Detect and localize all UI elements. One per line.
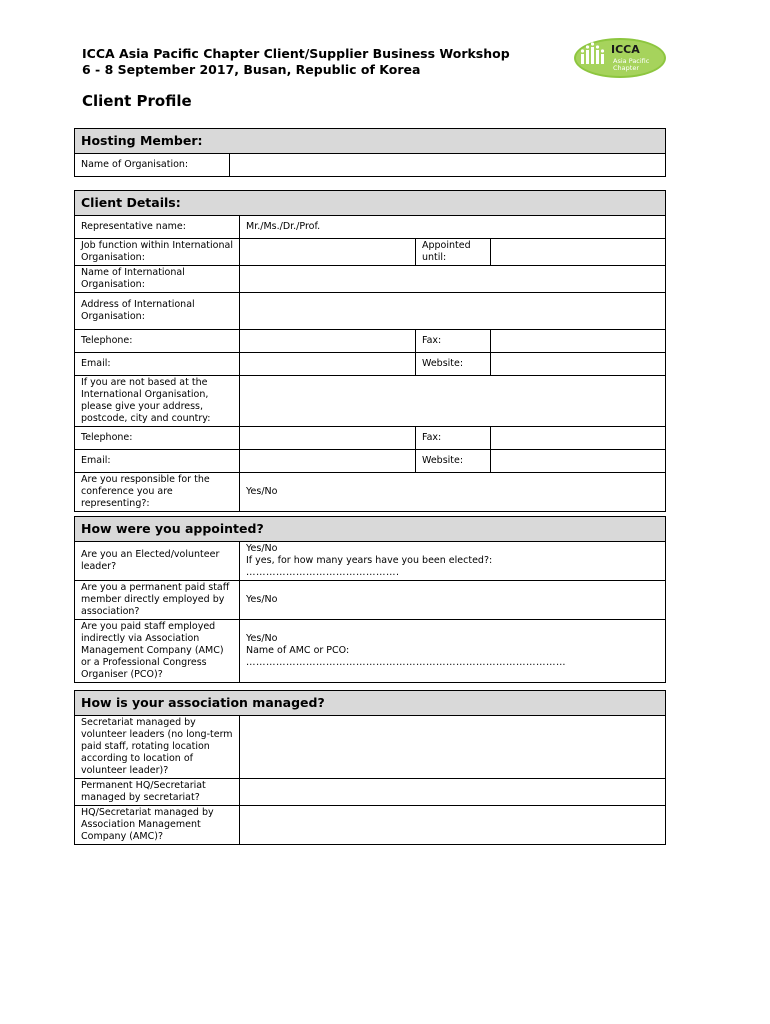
appointed-until-label: Appointed until: xyxy=(416,239,491,266)
permanent-hq-field[interactable] xyxy=(240,779,666,806)
hosting-member-heading: Hosting Member: xyxy=(75,129,666,154)
logo-sub-text-1: Asia Pacific xyxy=(613,57,650,65)
email-label: Email: xyxy=(75,353,240,376)
hosting-member-table xyxy=(74,128,666,177)
website-2-field[interactable] xyxy=(491,450,666,473)
permanent-hq-label: Permanent HQ/Secretariat managed by secretariat? xyxy=(75,779,240,806)
alt-address-label: If you are not based at the International Organisation, please give your address, postcode, city and country: xyxy=(75,376,240,427)
indirect-staff-label: Are you paid staff employed indirectly via Association Management Company (AMC) or a Professional Congress Organiser (PCO)? xyxy=(75,620,240,683)
client-details-table xyxy=(74,190,666,512)
event-title: ICCA Asia Pacific Chapter Client/Supplier Business Workshop xyxy=(82,46,510,61)
website-2-label: Website: xyxy=(416,450,491,473)
permanent-staff-field[interactable]: Yes/No xyxy=(240,581,666,620)
volunteer-secretariat-label: Secretariat managed by volunteer leaders (no long-term paid staff, rotating location according to location of volunteer leader)? xyxy=(75,716,240,779)
responsible-label: Are you responsible for the conference you are representing?: xyxy=(75,473,240,512)
managed-heading: How is your association managed? xyxy=(75,691,666,716)
elected-years-blank: ………………………………………. xyxy=(246,567,400,578)
event-date-location: 6 - 8 September 2017, Busan, Republic of Korea xyxy=(82,62,421,77)
page-title: Client Profile xyxy=(82,92,192,110)
amc-hq-label: HQ/Secretariat managed by Association Management Company (AMC)? xyxy=(75,806,240,845)
elected-leader-label: Are you an Elected/volunteer leader? xyxy=(75,542,240,581)
intl-org-name-label: Name of International Organisation: xyxy=(75,266,240,293)
telephone-2-label: Telephone: xyxy=(75,427,240,450)
logo-main-text: ICCA xyxy=(611,43,640,56)
volunteer-secretariat-field[interactable] xyxy=(240,716,666,779)
managed-table xyxy=(74,690,666,845)
website-field[interactable] xyxy=(491,353,666,376)
appointed-until-field[interactable] xyxy=(491,239,666,266)
icca-logo xyxy=(573,37,667,79)
elected-years-prompt: If yes, for how many years have you been elected?: xyxy=(246,555,493,566)
job-function-label: Job function within International Organisation: xyxy=(75,239,240,266)
amc-hq-field[interactable] xyxy=(240,806,666,845)
org-name-label: Name of Organisation: xyxy=(75,154,230,177)
amc-pco-prompt: Name of AMC or PCO: xyxy=(246,645,350,656)
alt-address-field[interactable] xyxy=(240,376,666,427)
job-function-field[interactable] xyxy=(240,239,416,266)
event-header xyxy=(82,46,562,78)
indirect-staff-field[interactable] xyxy=(240,620,666,683)
telephone-field[interactable] xyxy=(240,330,416,353)
email-2-field[interactable] xyxy=(240,450,416,473)
address-field[interactable] xyxy=(240,293,666,330)
permanent-staff-label: Are you a permanent paid staff member directly employed by association? xyxy=(75,581,240,620)
email-field[interactable] xyxy=(240,353,416,376)
indirect-yes-no: Yes/No xyxy=(246,633,278,644)
rep-name-field[interactable]: Mr./Ms./Dr./Prof. xyxy=(240,216,666,239)
elected-leader-field[interactable] xyxy=(240,542,666,581)
address-label: Address of International Organisation: xyxy=(75,293,240,330)
fax-field[interactable] xyxy=(491,330,666,353)
website-label: Website: xyxy=(416,353,491,376)
intl-org-name-field[interactable] xyxy=(240,266,666,293)
responsible-field[interactable]: Yes/No xyxy=(240,473,666,512)
client-details-heading: Client Details: xyxy=(75,191,666,216)
telephone-label: Telephone: xyxy=(75,330,240,353)
telephone-2-field[interactable] xyxy=(240,427,416,450)
fax-2-label: Fax: xyxy=(416,427,491,450)
appointed-heading: How were you appointed? xyxy=(75,517,666,542)
rep-name-label: Representative name: xyxy=(75,216,240,239)
org-name-field[interactable] xyxy=(230,154,666,177)
elected-yes-no: Yes/No xyxy=(246,543,278,554)
fax-label: Fax: xyxy=(416,330,491,353)
logo-sub-text-2: Chapter xyxy=(613,64,639,72)
fax-2-field[interactable] xyxy=(491,427,666,450)
email-2-label: Email: xyxy=(75,450,240,473)
appointed-table xyxy=(74,516,666,683)
amc-pco-blank: …………………………………………………………………………………… xyxy=(246,657,566,668)
